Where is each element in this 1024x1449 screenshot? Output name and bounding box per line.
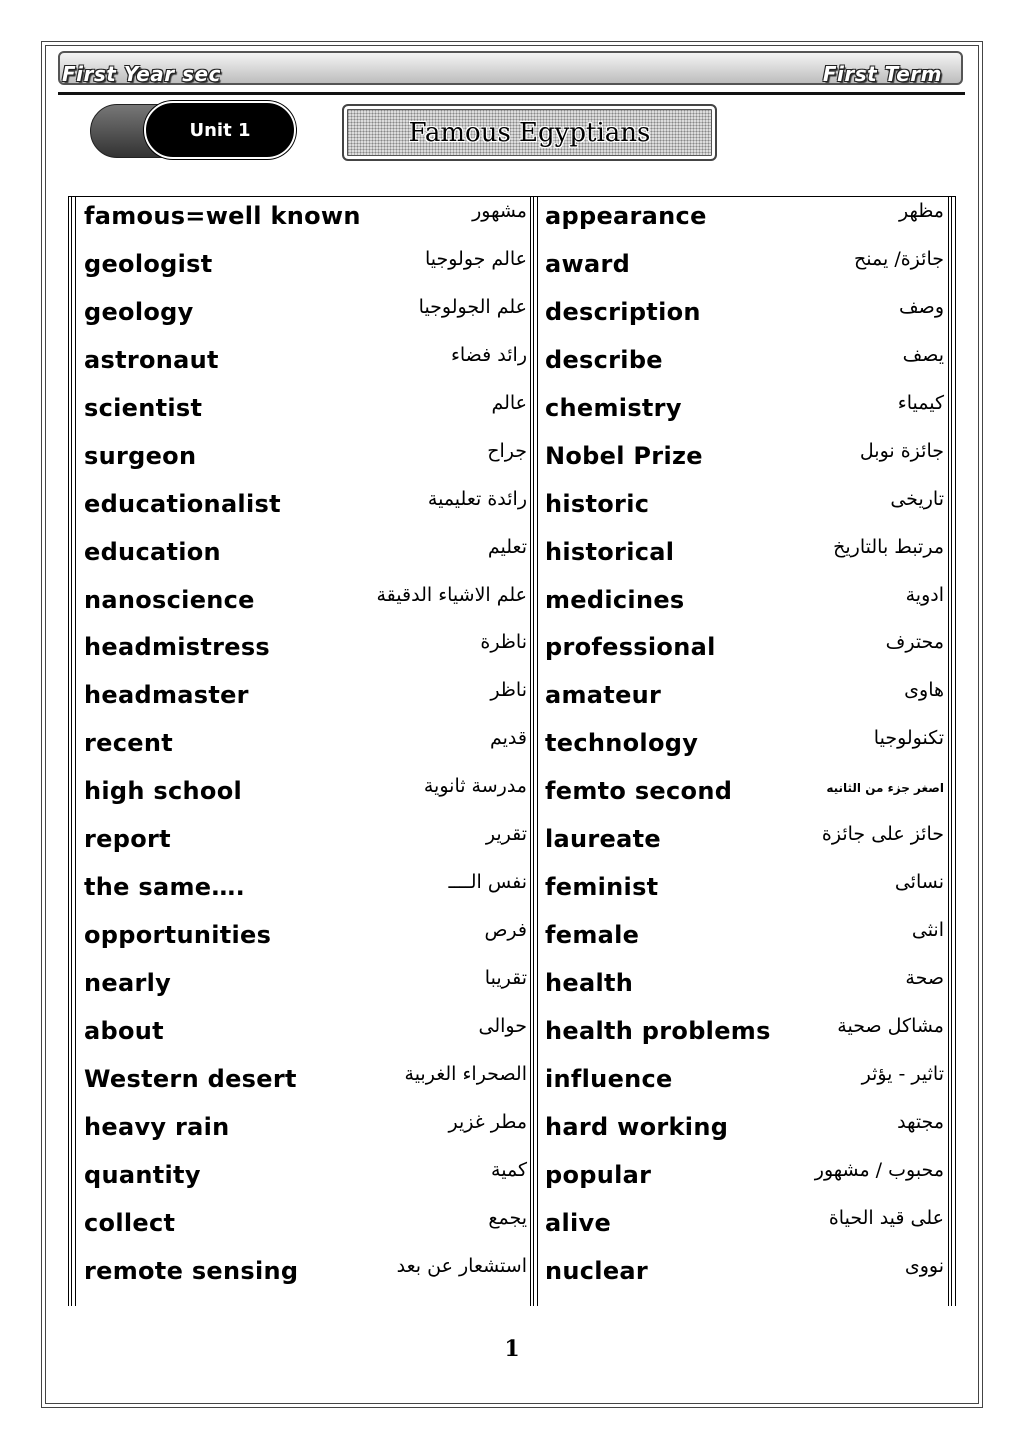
arabic-translation: قديم [490,727,527,750]
arabic-translation: على قيد الحياة [828,1206,944,1229]
vocabulary-row [540,627,946,675]
arabic-translation: نفس الــــ [448,871,527,894]
table-border-line [68,196,69,1306]
vocabulary-row [79,675,529,723]
arabic-translation: مدرسة ثانوية [423,775,527,798]
arabic-translation: مظهر [898,200,944,222]
arabic-translation: محترف [885,631,944,654]
page-title: Famous Egyptians [408,117,651,148]
vocabulary-row [79,340,529,388]
table-border-line [75,196,76,1306]
arabic-translation: مشاكل صحية [837,1014,944,1037]
vocabulary-row [540,675,946,723]
english-word: alive [545,1208,612,1237]
arabic-translation: تاثير - يؤثر [861,1062,944,1085]
vocabulary-row [540,1059,946,1107]
english-word: remote sensing [84,1256,299,1285]
vocabulary-row [79,1203,529,1251]
english-word: professional [545,633,716,662]
arabic-translation: مرتبط بالتاريخ [833,535,944,558]
arabic-translation: نسائى [894,871,944,894]
vocabulary-row [79,627,529,675]
vocabulary-row [79,580,529,628]
vocabulary-row [540,436,946,484]
arabic-translation: عالم [491,391,527,414]
english-word: heavy rain [84,1112,230,1141]
english-word: high school [84,777,243,806]
vocabulary-row [79,723,529,771]
arabic-translation: يجمع [488,1206,527,1229]
vocabulary-row [79,292,529,340]
english-word: female [545,921,640,950]
header-year: First Year sec [62,62,221,86]
arabic-translation: حوالى [478,1014,527,1037]
english-word: opportunities [84,921,272,950]
arabic-translation: ادوية [905,583,944,606]
arabic-translation: نووى [904,1254,944,1277]
column-divider-line [530,196,531,1306]
vocabulary-row [79,1059,529,1107]
english-word: headmistress [84,633,271,662]
table-border-line [951,196,952,1306]
arabic-translation: حائز على جائزة [821,823,944,846]
vocabulary-row [540,196,946,244]
arabic-translation: جراح [487,439,527,462]
english-word: health [545,969,634,997]
vocabulary-row [540,1251,946,1299]
vocabulary-row [540,915,946,963]
arabic-translation: رائدة تعليمية [427,487,527,510]
arabic-translation: اصغر جزء من الثانيه [826,781,944,796]
english-word: technology [545,729,699,758]
vocabulary-row [79,484,529,532]
arabic-translation: تاريخى [890,487,944,510]
english-word: hard working [545,1112,729,1141]
vocabulary-row [540,388,946,436]
arabic-translation: علم الجولوجيا [418,295,527,318]
vocabulary-row [79,532,529,580]
vocabulary-row [540,819,946,867]
arabic-translation: جائزة نوبل [859,439,944,462]
english-word: laureate [545,825,661,854]
page-number: 1 [504,1336,520,1362]
table-border-line [71,196,72,1306]
vocabulary-row [79,819,529,867]
vocabulary-row [540,1107,946,1155]
vocabulary-row [540,1011,946,1059]
arabic-translation: مطر غزير [448,1110,527,1133]
arabic-translation: وصف [899,295,944,318]
arabic-translation: عالم جولوجيا [424,247,527,270]
header-term: First Term [822,62,942,86]
vocabulary-row [79,963,529,1011]
english-word: astronaut [84,345,219,374]
english-word: appearance [545,202,707,230]
vocabulary-row [540,867,946,915]
arabic-translation: صحة [905,967,944,989]
arabic-translation: تكنولوجيا [873,727,944,750]
vocabulary-row [79,436,529,484]
arabic-translation: مجتهد [897,1110,944,1133]
vocabulary-row [540,771,946,819]
column-divider-line [533,196,534,1306]
english-word: education [84,537,221,566]
vocabulary-row [79,1251,529,1299]
english-word: geology [84,297,194,326]
column-divider-line [537,196,538,1306]
arabic-translation: تقريبا [484,967,527,989]
vocabulary-row [540,340,946,388]
arabic-translation: استشعار عن بعد [396,1254,527,1277]
vocabulary-column-left [79,196,529,1299]
english-word: headmaster [84,681,249,710]
vocabulary-row [79,196,529,244]
english-word: scientist [84,393,203,422]
english-word: the same…. [84,873,246,902]
arabic-translation: فرص [484,919,527,942]
english-word: description [545,297,701,326]
arabic-translation: تقرير [485,823,527,846]
english-word: amateur [545,681,662,710]
english-word: Western desert [84,1064,297,1093]
vocabulary-row [540,963,946,1011]
vocabulary-row [540,292,946,340]
arabic-translation: كيمياء [897,391,944,414]
vocabulary-row [540,484,946,532]
english-word: chemistry [545,393,682,422]
arabic-translation: ناظرة [480,631,527,654]
title-box [342,104,717,161]
vocabulary-row [79,867,529,915]
vocabulary-row [79,771,529,819]
unit-badge [144,101,296,159]
vocabulary-row [79,1155,529,1203]
english-word: nanoscience [84,585,255,614]
english-word: medicines [545,585,685,614]
vocabulary-row [540,244,946,292]
table-border-line [948,196,949,1306]
english-word: influence [545,1064,673,1093]
header-divider [58,92,965,95]
vocabulary-row [540,580,946,628]
vocabulary-row [79,244,529,292]
english-word: collect [84,1208,176,1237]
arabic-translation: هاوى [904,679,944,702]
english-word: quantity [84,1160,201,1189]
arabic-translation: تعليم [487,535,527,558]
vocabulary-row [540,1203,946,1251]
english-word: feminist [545,873,659,902]
vocabulary-row [540,532,946,580]
english-word: health problems [545,1016,771,1045]
english-word: nuclear [545,1256,649,1285]
english-word: nearly [84,969,172,997]
english-word: geologist [84,249,213,278]
vocabulary-row [79,1107,529,1155]
english-word: surgeon [84,441,197,470]
english-word: recent [84,729,173,758]
english-word: popular [545,1160,652,1189]
vocabulary-column-right [540,196,946,1299]
english-word: report [84,825,171,854]
vocabulary-row [79,388,529,436]
vocabulary-row [540,1155,946,1203]
arabic-translation: يصف [902,343,944,366]
arabic-translation: رائد فضاء [450,343,527,366]
english-word: about [84,1016,164,1045]
english-word: historic [545,489,650,518]
english-word: describe [545,345,663,374]
english-word: award [545,249,631,278]
arabic-translation: الصحراء الغربية [404,1062,527,1085]
arabic-translation: محبوب / مشهور [814,1158,944,1181]
english-word: famous=well known [84,202,361,230]
english-word: educationalist [84,489,281,518]
vocabulary-row [79,915,529,963]
arabic-translation: مشهور [472,200,527,222]
vocabulary-row [540,723,946,771]
arabic-translation: ناظر [490,679,527,702]
unit-label: Unit 1 [189,119,251,141]
arabic-translation: جائزة/ يمنح [854,247,944,270]
table-border-line [955,196,956,1306]
vocabulary-row [79,1011,529,1059]
arabic-translation: انثى [911,919,944,942]
arabic-translation: علم الاشياء الدقيقة [376,583,527,606]
english-word: femto second [545,777,733,806]
arabic-translation: كمية [491,1158,527,1181]
english-word: historical [545,537,675,566]
english-word: Nobel Prize [545,441,703,470]
